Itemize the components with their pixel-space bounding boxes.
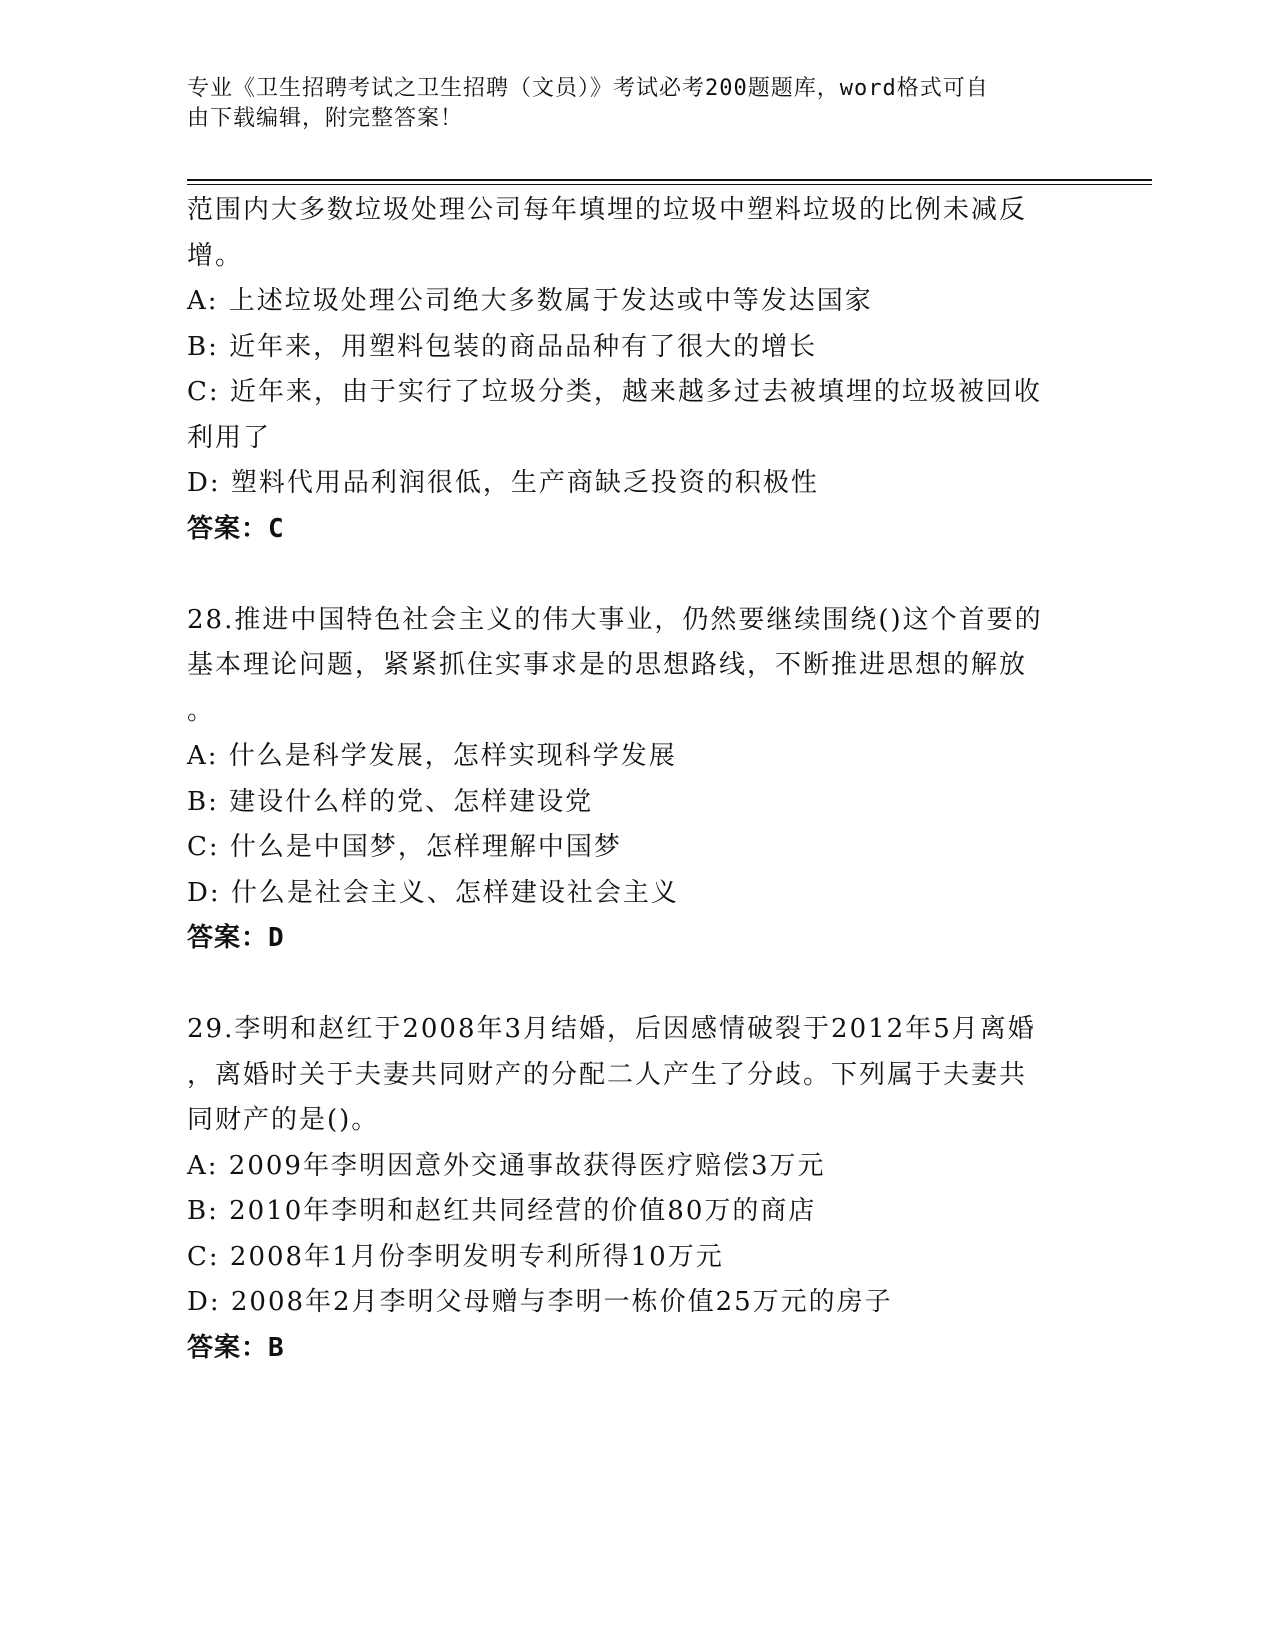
header-divider-thin <box>187 184 1152 185</box>
option-d: D: 2008年2月李明父母赠与李明一栋价值25万元的房子 <box>187 1287 893 1317</box>
option-c-continued: 利用了 <box>187 422 272 453</box>
option-c: C: 什么是中国梦，怎样理解中国梦 <box>187 832 622 862</box>
question-stem-line: 29.李明和赵红于2008年3月结婚，后因感情破裂于2012年5月离婚 <box>187 1014 1036 1044</box>
question-list <box>187 188 1077 1371</box>
option-b: B: 2010年李明和赵红共同经营的价值80万的商店 <box>187 1196 817 1226</box>
question-stem-line: 28.推进中国特色社会主义的伟大事业，仍然要继续围绕()这个首要的 <box>187 604 1043 635</box>
header-divider-thick <box>187 179 1152 181</box>
question-28 <box>187 598 1077 962</box>
header-title-line-2: 由下载编辑，附完整答案！ <box>187 106 464 131</box>
question-27 <box>187 188 1077 552</box>
option-a: A: 2009年李明因意外交通事故获得医疗赔偿3万元 <box>187 1150 826 1181</box>
option-a: A: 上述垃圾处理公司绝大多数属于发达或中等发达国家 <box>187 286 873 316</box>
question-spacer <box>187 962 1077 1008</box>
answer-label: 答案：D <box>187 923 285 953</box>
option-a: A: 什么是科学发展，怎样实现科学发展 <box>187 741 677 771</box>
option-c: C: 2008年1月份李明发明专利所得10万元 <box>187 1241 724 1272</box>
answer-label: 答案：C <box>187 513 285 544</box>
option-b: B: 近年来，用塑料包装的商品品种有了很大的增长 <box>187 331 818 362</box>
question-spacer <box>187 552 1077 598</box>
option-d: D: 什么是社会主义、怎样建设社会主义 <box>187 877 679 908</box>
question-stem-line: 基本理论问题，紧紧抓住实事求是的思想路线，不断推进思想的解放 <box>187 650 1028 680</box>
question-stem-line: 范围内大多数垃圾处理公司每年填埋的垃圾中塑料垃圾的比例未减反 <box>187 195 1028 225</box>
question-stem-line: 同财产的是()。 <box>187 1105 380 1135</box>
document-header <box>187 74 1077 134</box>
header-title-line-1: 专业《卫生招聘考试之卫生招聘（文员）》考试必考200题题库，word格式可自 <box>187 76 989 101</box>
option-d: D: 塑料代用品利润很低，生产商缺乏投资的积极性 <box>187 468 819 498</box>
option-b: B: 建设什么样的党、怎样建设党 <box>187 786 594 817</box>
question-stem-line: 增。 <box>187 240 244 271</box>
question-stem-line: 。 <box>187 695 216 726</box>
option-c: C: 近年来，由于实行了垃圾分类，越来越多过去被填埋的垃圾被回收 <box>187 377 1042 407</box>
answer-label: 答案：B <box>187 1332 285 1363</box>
question-29 <box>187 1007 1077 1371</box>
question-stem-line: ，离婚时关于夫妻共同财产的分配二人产生了分歧。下列属于夫妻共 <box>187 1059 1028 1090</box>
